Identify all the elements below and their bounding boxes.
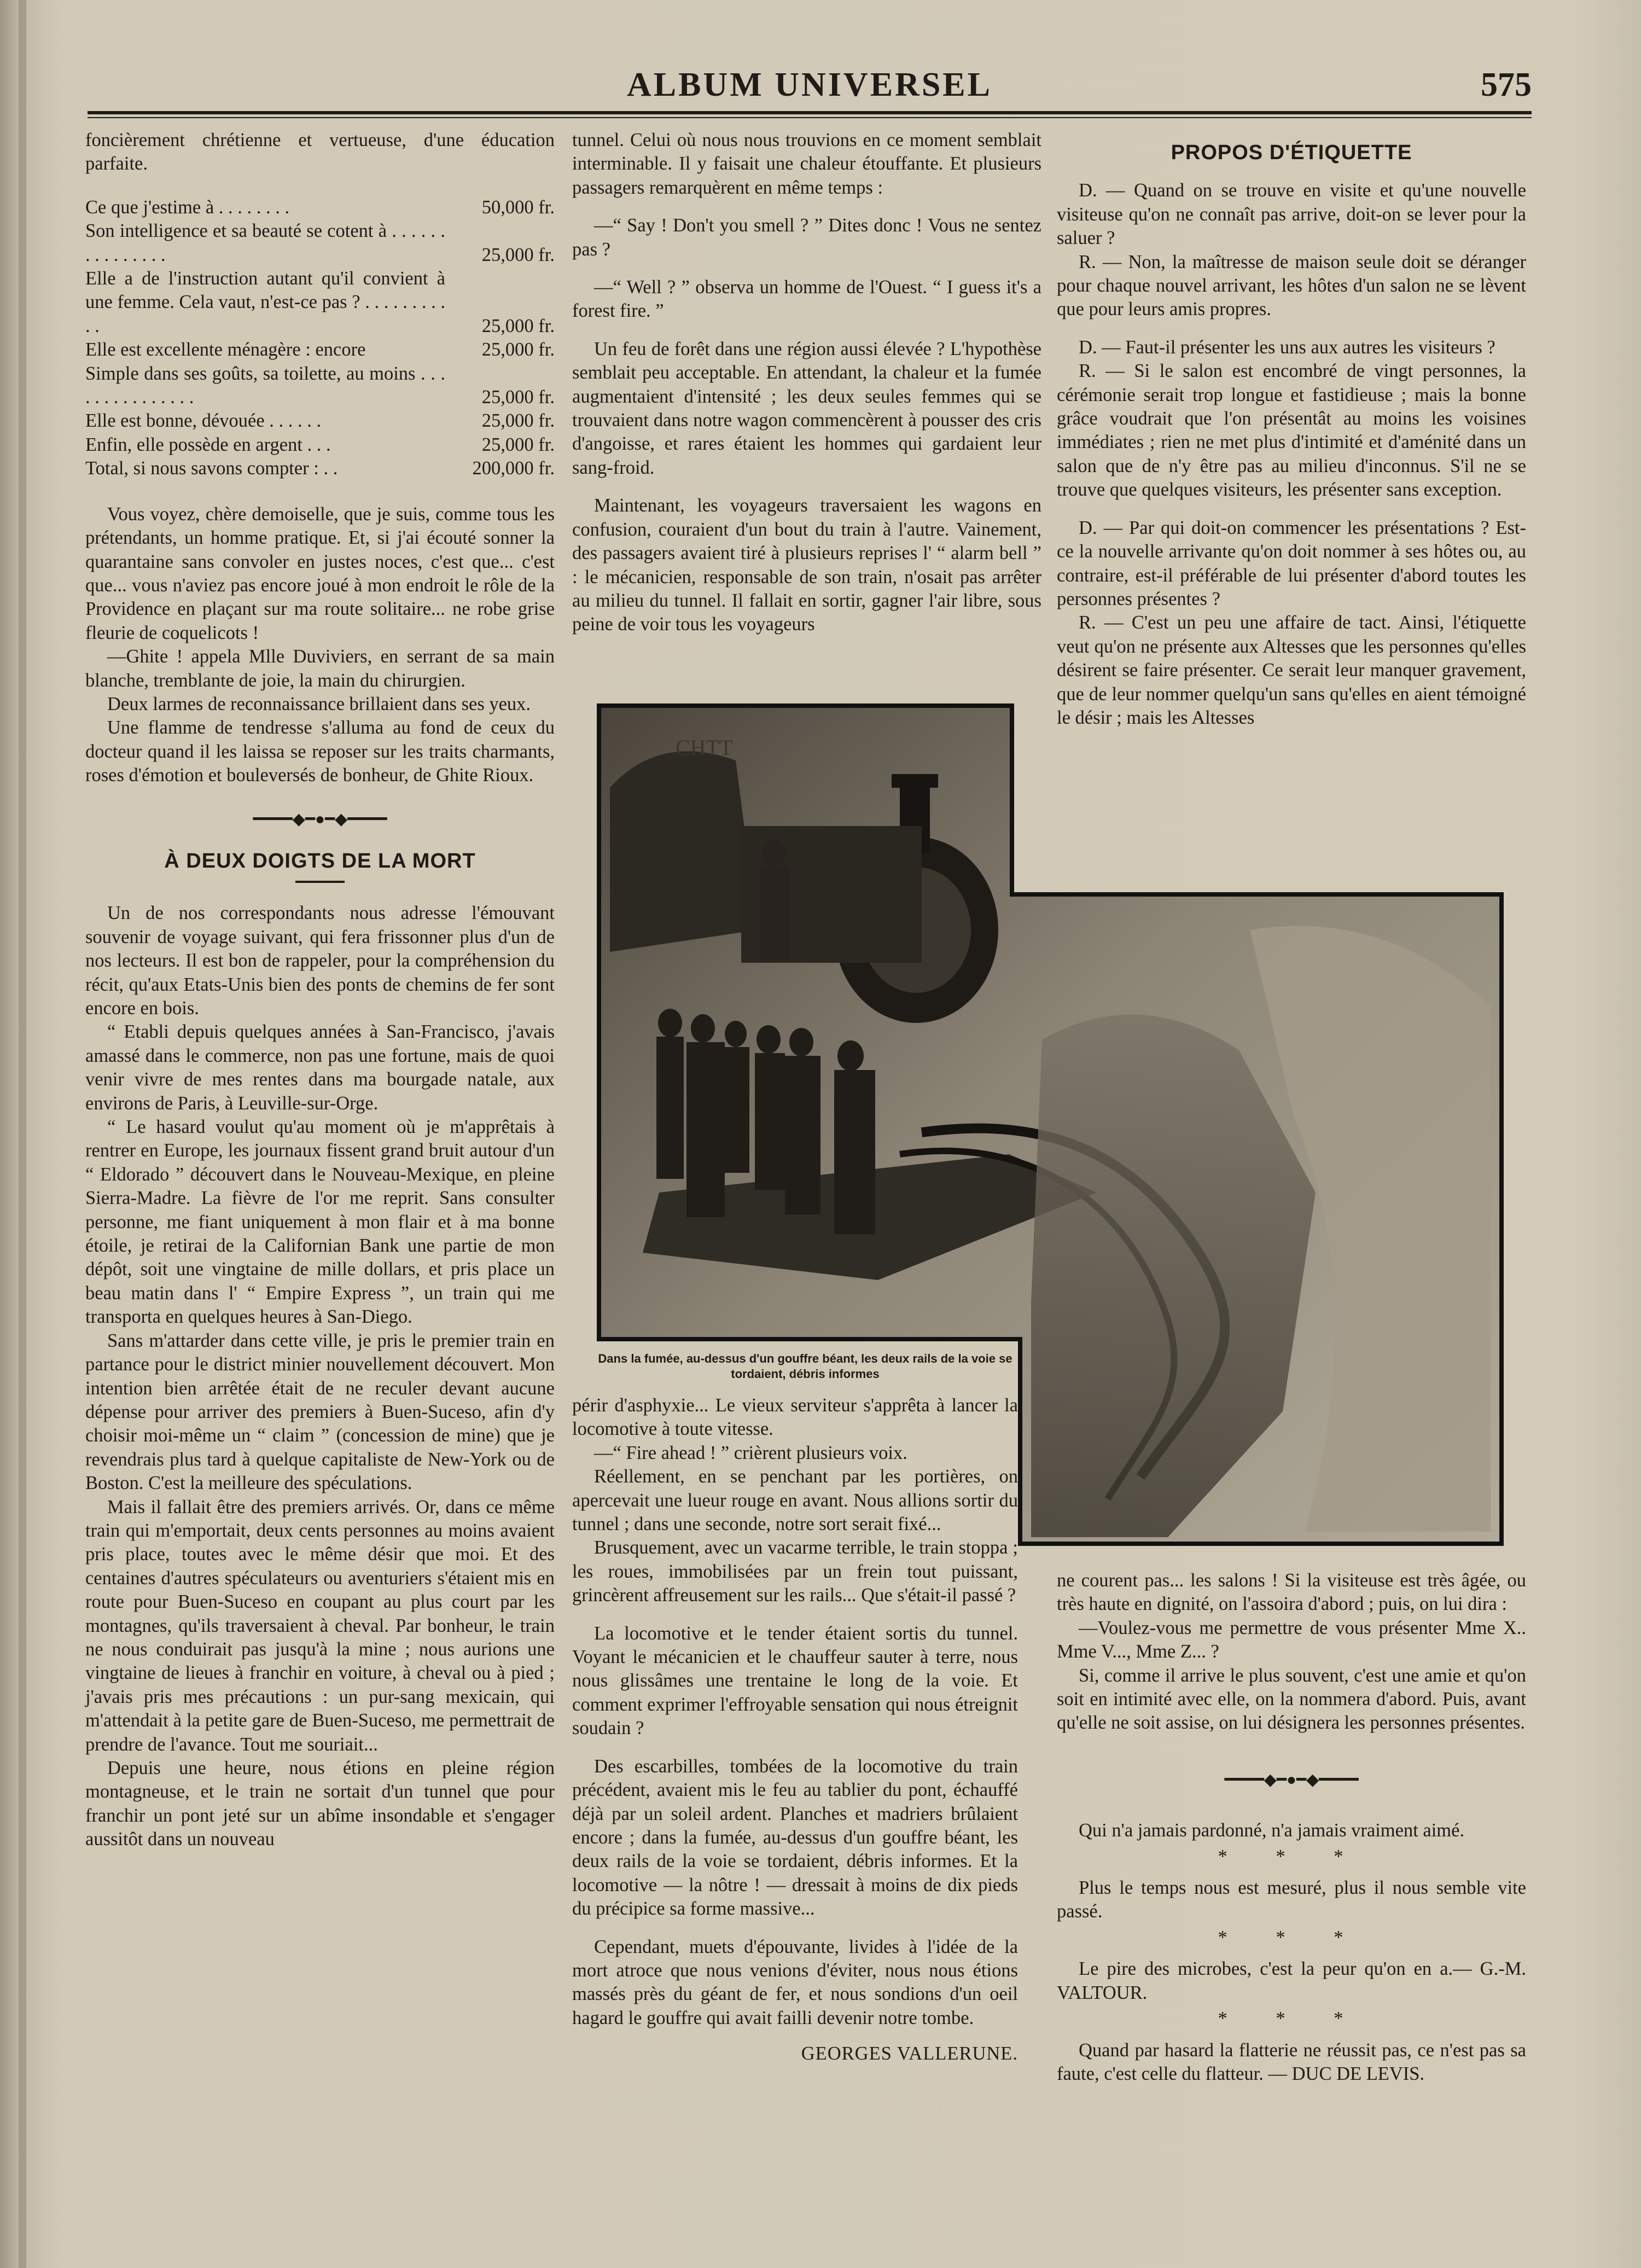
price-row: Simple dans ses goûts, sa toilette, au moins . . . . . . . . . . . . . . . 25,000 fr. xyxy=(85,363,555,408)
magazine-title: ALBUM UNIVERSEL xyxy=(626,66,993,103)
paragraph: R. — Si le salon est encombré de vingt personnes, la cérémonie serait trop longue et fastidieuse ; mais la bonne grâce voudrait que l'on présentât au moins les voisines immédiates ; rien ne met plus d'intimité et d'aménité dans un salon que de n'y être pas au milieu d'inconnus. S'il ne se trouve que quelques visiteurs, les présenter sans exception. xyxy=(1057,360,1526,501)
paragraph: D. — Faut-il présenter les uns aux autres les visiteurs ? xyxy=(1079,336,1495,358)
paragraph: “ Etabli depuis quelques années à San-Francisco, j'avais amassé dans le commerce, non pas une fortune, mais de quoi venir vivre de mes rentes dans ma bourgade natale, aux environs de Paris, à Leuville-sur-Orge. xyxy=(85,1021,555,1114)
paragraph: —“ Fire ahead ! ” crièrent plusieurs voix. xyxy=(594,1442,907,1463)
illustration-caption: Dans la fumée, au-dessus d'un gouffre béant, les deux rails de la voie se tordaient, débris informes xyxy=(598,1352,1012,1381)
paragraph: Un feu de forêt dans une région aussi élevée ? L'hypothèse semblait peu acceptable. En attendant, la chaleur et la fumée augmentaient d'intensité ; les deux seules femmes qui se trouvaient dans notre wagon commencèrent à pousser des cris d'angoisse, et rares étaient les hommes qui gardaient leur sang-froid. xyxy=(572,338,1041,478)
section-ornament: ━━━━◆━●━◆━━━━ xyxy=(253,810,387,828)
paragraph: R. — C'est un peu une affaire de tact. Ainsi, l'étiquette veut qu'on ne présente aux Altesses que les personnes qu'elles désirent se faire présenter. Ce serait leur manquer gravement, que de leur nommer quelqu'un sans qu'elles en aient témoigné le désir ; mais les Altesses xyxy=(1057,612,1526,728)
column-left xyxy=(85,129,555,1852)
paragraph: La locomotive et le tender étaient sortis du tunnel. Voyant le mécanicien et le chauffeur sauter à terre, nous nous glissâmes une trentaine le long de la voie. Et comment exprimer l'effroyable sensation qui nous étreignit soudain ? xyxy=(572,1623,1018,1739)
price-row: Elle est bonne, dévouée . . . . . . 25,000 fr. xyxy=(85,410,555,432)
separator-stars: * * * xyxy=(1218,2008,1365,2029)
paragraph: —Ghite ! appela Mlle Duviviers, en serrant de sa main blanche, tremblante de joie, la main du chirurgien. xyxy=(85,646,555,691)
maxim: Le pire des microbes, c'est la peur qu'on en a.— G.-M. VALTOUR. xyxy=(1057,1958,1526,2003)
paragraph: Un de nos correspondants nous adresse l'émouvant souvenir de voyage suivant, qui fera frissonner plus d'un de nos lecteurs. Il est bon de rappeler, pour la compréhension du récit, qu'aux Etats-Unis bien des ponts de chemins de fer sont encore en bois. xyxy=(85,903,555,1019)
price-row: Enfin, elle possède en argent . . . 25,000 fr. xyxy=(85,434,555,455)
paragraph: R. — Non, la maîtresse de maison seule doit se déranger pour chaque nouvel arrivant, les hôtes d'un salon ne se lèvent que pour leurs amis propres. xyxy=(1057,251,1526,320)
paragraph: Vous voyez, chère demoiselle, que je suis, comme tous les prétendants, un homme pratique. Et, si j'ai écouté sonner la quarantaine sans convoler en justes noces, c'est que... c'est que... vous n'aviez pas encore joué à mon endroit le rôle de la Providence en plaçant sur ma route solitaire... ne robe grise fleurie de coquelicots ! xyxy=(85,503,555,643)
paragraph: Cependant, muets d'épouvante, livides à l'idée de la mort atroce que nous venions d'éviter, nous nous étions massés près du géant de fer, et nous sondions d'un oeil hagard le gouffre qui avait failli devenir notre tombe. xyxy=(572,1936,1018,2028)
paragraph: tunnel. Celui où nous nous trouvions en ce moment semblait interminable. Il y faisait une chaleur étouffante. Et plusieurs passagers remarquèrent en même temps : xyxy=(572,130,1041,198)
price-row: Elle est excellente ménagère : encore 25,000 fr. xyxy=(85,339,555,360)
paragraph: Brusquement, avec un vacarme terrible, le train stoppa ; les roues, immobilisées par un frein tout puissant, grincèrent affreusement sur les rails... Que s'était-il passé ? xyxy=(572,1537,1018,1606)
paragraph: Depuis une heure, nous étions en pleine région montagneuse, et le train ne sortait d'un tunnel que pour franchir un pont jeté sur un abîme insondable et s'engager aussitôt dans un nouveau xyxy=(85,1758,555,1850)
paragraph: Réellement, en se penchant par les portières, on apercevait une lueur rouge en avant. Nous allions sortir du tunnel ; dans une seconde, notre sort serait fixé... xyxy=(572,1466,1018,1535)
header-rule-thin xyxy=(88,117,1532,118)
separator-stars: * * * xyxy=(1218,1846,1365,1867)
price-row: Ce que j'estime à . . . . . . . . 50,000 fr. xyxy=(85,196,555,218)
price-row: Elle a de l'instruction autant qu'il convient à une femme. Cela vaut, n'est-ce pas ? . . . . . . . . . . . 25,000 fr. xyxy=(85,268,555,336)
paragraph: —Voulez-vous me permettre de vous présenter Mme X.. Mme V..., Mme Z... ? xyxy=(1057,1617,1526,1662)
section-title: À DEUX DOIGTS DE LA MORT xyxy=(164,849,476,873)
intro-text: foncièrement chrétienne et vertueuse, d'une éducation parfaite. xyxy=(85,130,555,175)
section-title: PROPOS D'ÉTIQUETTE xyxy=(1171,141,1412,164)
paragraph: D. — Par qui doit-on commencer les présentations ? Est-ce la nouvelle arrivante qu'on doit nommer à ses hôtes ou, au contraire, est-il préférable de lui présenter d'abord toutes les personnes présentes ? xyxy=(1057,517,1526,609)
header-rule-thick xyxy=(88,111,1532,114)
price-row: Total, si nous savons compter : . . 200,000 fr. xyxy=(85,458,555,479)
artist-signature: CHTT xyxy=(676,735,733,760)
column-middle-bottom xyxy=(572,1394,1018,2066)
author-signature: GEORGES VALLERUNE. xyxy=(801,2043,1018,2065)
price-row: Son intelligence et sa beauté se cotent à . . . . . . . . . . . . . . . 25,000 fr. xyxy=(85,220,555,265)
paragraph: périr d'asphyxie... Le vieux serviteur s'apprêta à lancer la locomotive à toute vitesse. xyxy=(572,1395,1018,1440)
paragraph: —“ Say ! Don't you smell ? ” Dites donc ! Vous ne sentez pas ? xyxy=(572,215,1041,260)
maxim: Qui n'a jamais pardonné, n'a jamais vraiment aimé. xyxy=(1079,1820,1465,1841)
price-list xyxy=(85,196,555,481)
title-underline xyxy=(295,881,345,883)
paragraph: Une flamme de tendresse s'alluma au fond de ceux du docteur quand il les laissa se reposer sur les traits charmants, roses d'émotion et bouleversés de bonheur, de Ghite Rioux. xyxy=(85,717,555,786)
paragraph: —“ Well ? ” observa un homme de l'Ouest. “ I guess it's a forest fire. ” xyxy=(572,277,1041,322)
tunnel-arch xyxy=(610,751,758,952)
maxim: Plus le temps nous est mesuré, plus il nous semble vite passé. xyxy=(1057,1877,1526,1922)
paragraph: Maintenant, les voyageurs traversaient les wagons en confusion, couraient d'un bout du train à l'autre. Vainement, des passagers avaient tiré à plusieurs reprises l' “ alarm bell ” : le mécanicien, responsable de son train, n'osait pas arrêter au milieu du tunnel. Il fallait en sortir, gagner l'air libre, sous peine de voir tous les voyageurs xyxy=(572,495,1041,635)
column-middle-top xyxy=(572,129,1041,637)
paragraph: “ Le hasard voulut qu'au moment où je m'apprêtais à rentrer en Europe, les journaux fissent grand bruit autour d'un “ Eldorado ” découvert dans le Nouveau-Mexique, en pleine Sierra-Madre. La fièvre de l'or me reprit. Sans consulter personne, me fiant uniquement à mon flair et à ma bonne étoile, je retirai de la Californian Bank une partie de mon dépôt, soit une vingtaine de mille dollars, et pris place un beau matin dans l' “ Empire Express ”, un train qui me transporta en quelques heures à San-Diego. xyxy=(85,1116,555,1328)
paragraph: Mais il fallait être des premiers arrivés. Or, dans ce même train qui m'emportait, deux cents personnes au moins avaient pris place, toutes avec le même désir que moi. Et des centaines d'autres spéculateurs ou aventuriers s'étaient mis en route pour Buen-Suceso en coupant au plus court par les montagnes, qu'ils traversaient à cheval. Par bonheur, le train ne nous conduirait pas jusqu'à la mine ; nous aurions une vingtaine de lieues à franchir en voiture, à cheval ou à pied ; j'avais pris mes précautions : un pur-sang mexicain, qui m'attendait à la petite gare de Buen-Suceso, me permettrait de prendre de l'avance. Tout me souriait... xyxy=(85,1496,555,1755)
paragraph: D. — Quand on se trouve en visite et qu'une nouvelle visiteuse qu'on ne connaît pas arrive, doit-on se lever pour la saluer ? xyxy=(1057,180,1526,249)
paragraph: Sans m'attarder dans cette ville, je pris le premier train en partance pour le district minier nouvellement découvert. Mon intention bien arrêtée était de ne reculer devant aucune dépense pour arriver des premiers à Buen-Suceso, afin d'y choisir moi-même un “ claim ” (concession de mine) que je revendrais plus tard à quelque capitaliste de New-York ou de Boston. C'est la meilleure des spéculations. xyxy=(85,1330,555,1494)
binding-edge xyxy=(19,0,26,2268)
maxim: Quand par hasard la flatterie ne réussit pas, ce n'est pas sa faute, c'est celle du flatteur. — DUC DE LEVIS. xyxy=(1057,2039,1526,2084)
paragraph: Deux larmes de reconnaissance brillaient dans ses yeux. xyxy=(107,693,531,714)
page-number: 575 xyxy=(1481,66,1532,103)
section-ornament: ━━━━◆━●━◆━━━━ xyxy=(1224,1770,1359,1789)
column-right-top xyxy=(1057,141,1526,730)
paragraph: Des escarbilles, tombées de la locomotive du train précédent, avaient mis le feu au tablier du pont, échauffé déjà par un soleil ardent. Planches et madriers brûlaient encore ; dans la fumée, au-dessus d'un gouffre béant, les deux rails de la voie se tordaient, débris informes. Et la locomotive — la nôtre ! — dressait à moins de dix pieds du précipice sa forme massive... xyxy=(572,1755,1018,1920)
paragraph: Si, comme il arrive le plus souvent, c'est une amie et qu'on soit en intimité avec elle, on la nommera d'abord. Puis, avant qu'elle ne soit assise, on lui désignera les personnes présentes. xyxy=(1057,1665,1526,1734)
separator-stars: * * * xyxy=(1218,1927,1365,1948)
paragraph: ne courent pas... les salons ! Si la visiteuse est très âgée, ou très haute en dignité, on l'assoira d'abord ; puis, on lui dira : xyxy=(1057,1570,1526,1615)
column-right-bottom xyxy=(1057,1569,1526,2086)
